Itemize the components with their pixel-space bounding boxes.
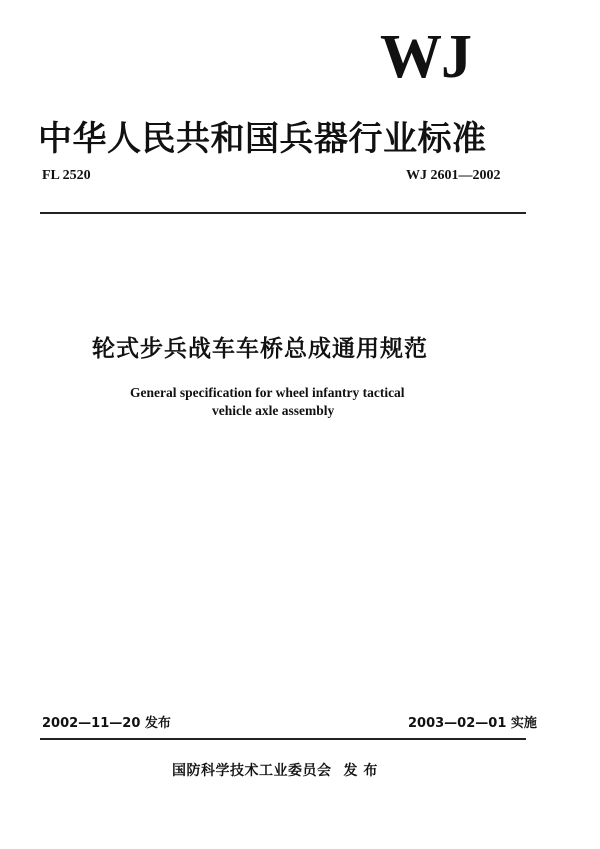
wj-logo: WJ [380, 23, 471, 91]
publish-action: 发 布 [343, 763, 378, 779]
implementation-date: 2003—02—01 实施 [408, 716, 537, 731]
top-divider [40, 212, 526, 214]
bottom-divider [40, 738, 526, 740]
org-title: 中华人民共和国兵器行业标准 [38, 119, 487, 159]
document-title-chinese: 轮式步兵战车车桥总成通用规范 [92, 336, 428, 362]
document-title-english-line2: vehicle axle assembly [212, 403, 335, 418]
publisher-line [172, 760, 378, 780]
standard-number: WJ 2601—2002 [406, 168, 501, 183]
publisher-name: 国防科学技术工业委员会 [172, 763, 332, 779]
document-title-english-line1: General specification for wheel infantry tactical [130, 385, 405, 400]
issue-date: 2002—11—20 发布 [42, 716, 171, 731]
classification-code: FL 2520 [42, 168, 91, 183]
